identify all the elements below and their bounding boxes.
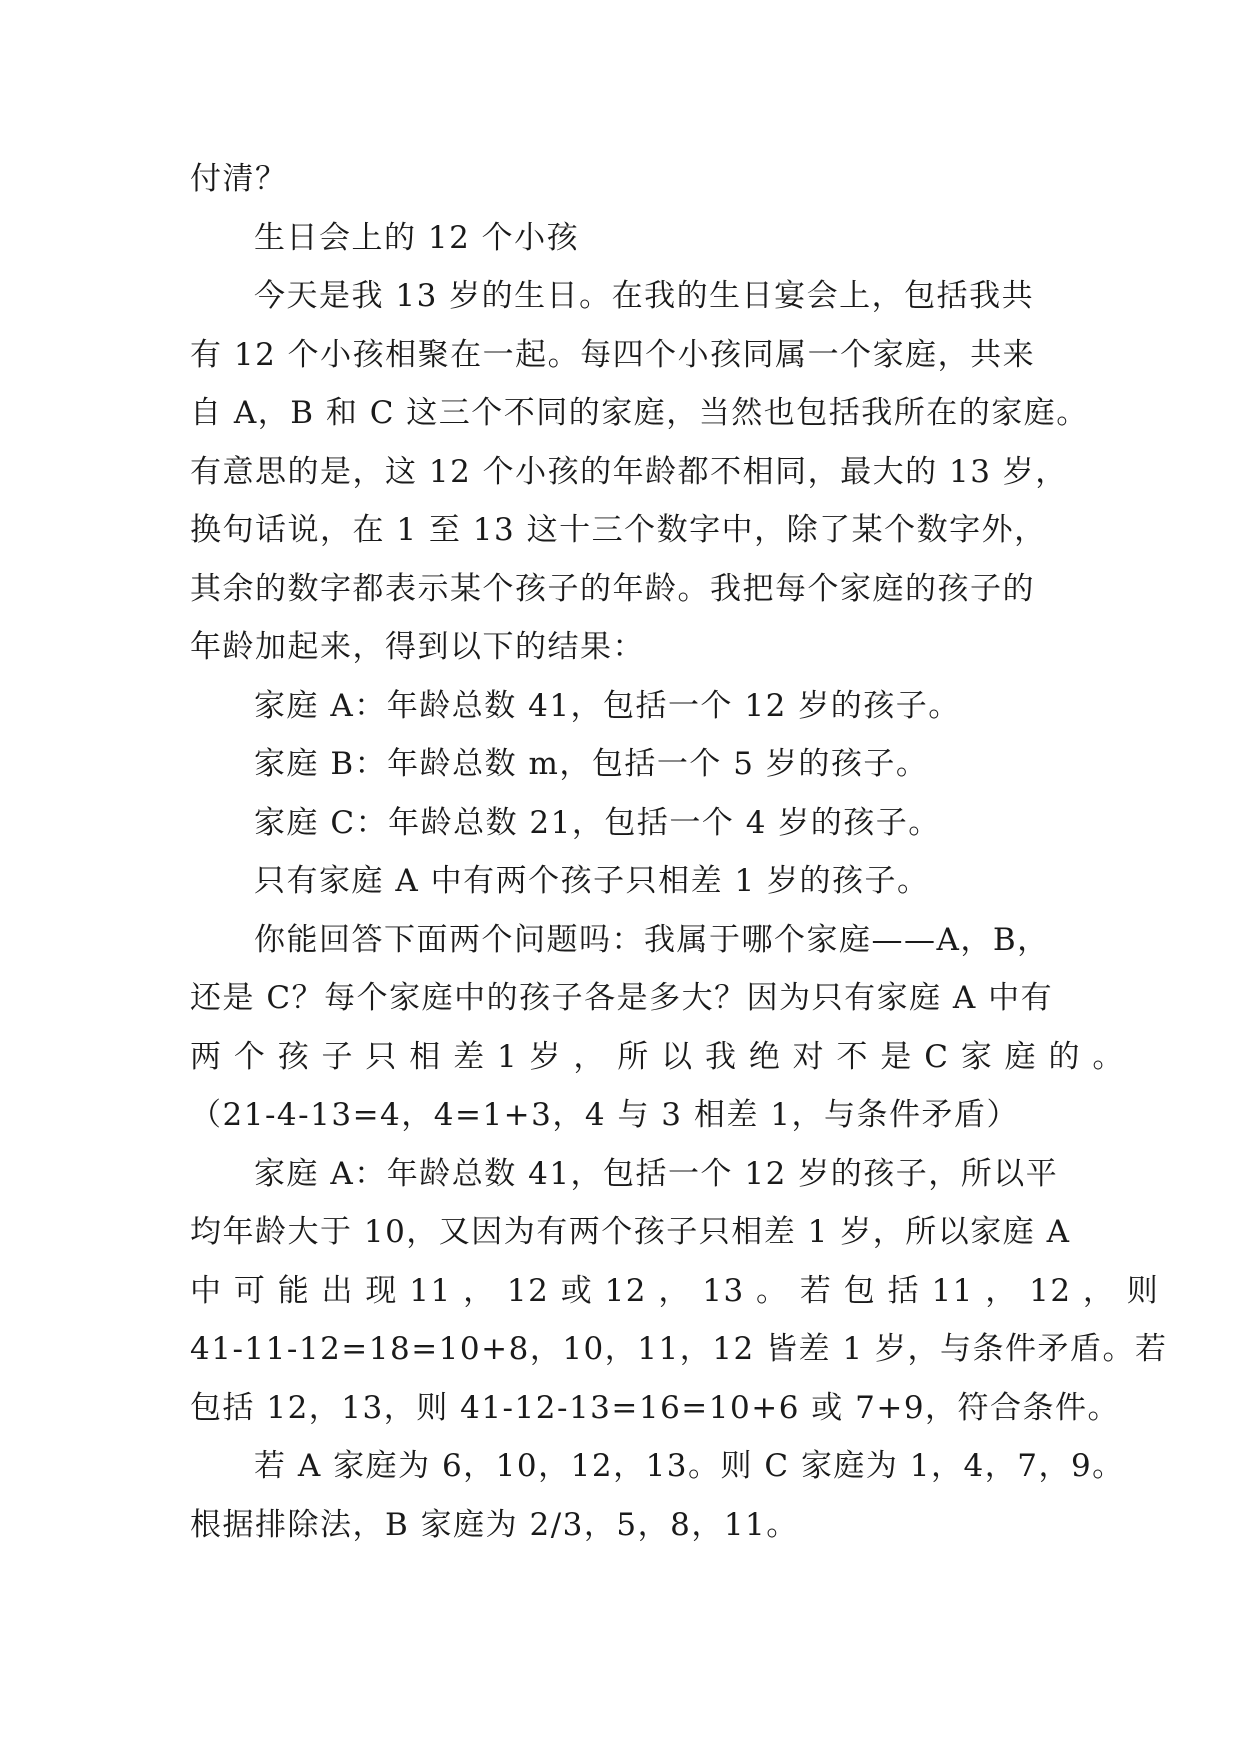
text-line: （21-4-13=4，4=1+3，4 与 3 相差 1，与条件矛盾）	[190, 1097, 1019, 1133]
text-line: 付清？	[190, 161, 288, 197]
text-line: 若 A 家庭为 6，10，12，13。则 C 家庭为 1，4，7，9。	[254, 1448, 1125, 1484]
text-line: 有意思的是，这 12 个小孩的年龄都不相同，最大的 13 岁，	[190, 453, 1068, 490]
text-line: 家庭 C：年龄总数 21，包括一个 4 岁的孩子。	[254, 804, 941, 841]
text-line: 今天是我 13 岁的生日。在我的生日宴会上，包括我共	[254, 278, 1035, 314]
text-line: 自 A，B 和 C 这三个不同的家庭，当然也包括我所在的家庭。	[190, 395, 1089, 431]
text-line: 家庭 A：年龄总数 41，包括一个 12 岁的孩子。	[254, 687, 961, 724]
text-line: 年龄加起来，得到以下的结果：	[190, 629, 645, 665]
text-line: 根据排除法，B 家庭为 2/3，5，8，11。	[190, 1506, 799, 1543]
text-line: 41-11-12=18=10+8，10，11，12 皆差 1 岁，与条件矛盾。若	[190, 1331, 1168, 1367]
document-page	[190, 150, 1168, 1554]
text-line: 你能回答下面两个问题吗：我属于哪个家庭——A，B，	[254, 921, 1050, 958]
text-line: 其余的数字都表示某个孩子的年龄。我把每个家庭的孩子的	[190, 570, 1035, 607]
text-line: 还是 C？每个家庭中的孩子各是多大？因为只有家庭 A 中有	[190, 980, 1054, 1016]
text-line: 包括 12，13，则 41-12-13=16=10+6 或 7+9，符合条件。	[190, 1389, 1121, 1426]
text-line: 两 个 孩 子 只 相 差 1 岁 ， 所 以 我 绝 对 不 是 C 家 庭 的 。	[190, 1038, 1125, 1075]
text-line: 均年龄大于 10，又因为有两个孩子只相差 1 岁，所以家庭 A	[190, 1214, 1071, 1250]
text-line: 中 可 能 出 现 11 ， 12 或 12 ， 13 。 若 包 括 11 ， 12 ， 则	[190, 1272, 1160, 1309]
section-title: 生日会上的 12 个小孩	[254, 219, 580, 256]
text-line: 只有家庭 A 中有两个孩子只相差 1 岁的孩子。	[254, 863, 930, 899]
text-line: 有 12 个小孩相聚在一起。每四个小孩同属一个家庭，共来	[190, 336, 1036, 373]
text-line: 家庭 B：年龄总数 m，包括一个 5 岁的孩子。	[254, 746, 929, 782]
text-line: 换句话说，在 1 至 13 这十三个数字中，除了某个数字外，	[190, 512, 1047, 548]
text-line: 家庭 A：年龄总数 41，包括一个 12 岁的孩子，所以平	[254, 1155, 1059, 1192]
